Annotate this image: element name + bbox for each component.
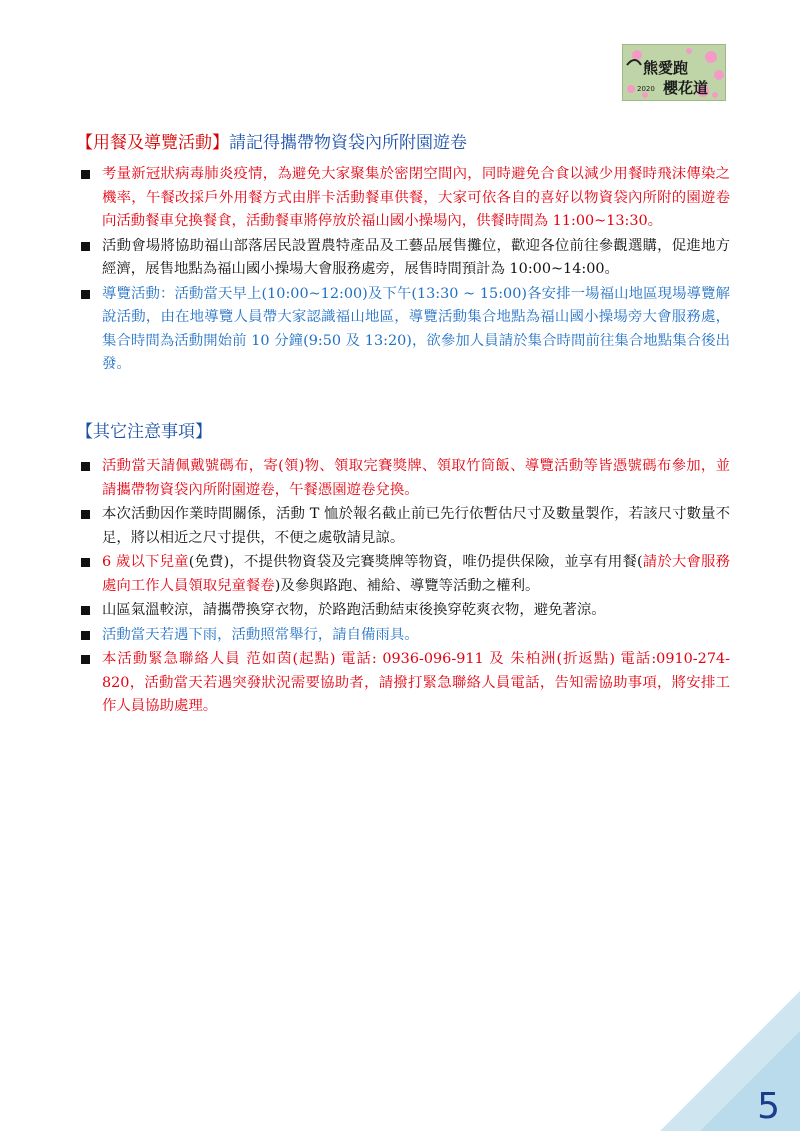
square-bullet-icon <box>81 606 90 615</box>
sakura-logo-graphic <box>623 45 726 101</box>
list-item <box>80 551 730 598</box>
list-item-text-part: 6 歲以下兒童 <box>102 554 189 570</box>
list-item <box>80 624 730 648</box>
meals-list <box>80 163 730 378</box>
list-item-text: 本活動緊急聯絡人員 范如茵(起點) 電話: 0936-096-911 及 朱柏洲(折返點) 電話:0910-274-820，活動當天若遇突發狀況需要協助者，請撥打緊急聯絡人員電話，告知需協助事項，將安排工作人員協助處理。 <box>102 651 730 714</box>
square-bullet-icon <box>81 290 90 299</box>
notices-list <box>80 455 730 720</box>
logo-title-line1: 熊愛跑 <box>643 59 689 77</box>
list-item-text: 考量新冠狀病毒肺炎疫情，為避免大家聚集於密閉空間內，同時避免合食以減少用餐時飛沫傳染之機率，午餐改採戶外用餐方式由胖卡活動餐車供餐，大家可依各自的喜好以物資袋內所附的園遊卷向活動餐車兌換餐食，活動餐車將停放於福山國小操場內，供餐時間為 11:00~13:30。 <box>102 166 730 229</box>
ribbon-mark <box>627 60 641 65</box>
square-bullet-icon <box>81 655 90 664</box>
list-item-text: 活動當天若遇下雨，活動照常舉行，請自備雨具。 <box>102 626 419 643</box>
list-item-text-part: (免費)，不提供物資袋及完賽獎牌等物資，唯仍提供保險，並享有用餐( <box>188 554 643 570</box>
logo-year: 2020 <box>637 85 655 93</box>
section-title-meals <box>76 131 467 155</box>
square-bullet-icon <box>81 170 90 179</box>
list-item <box>80 455 730 502</box>
list-item-text-part: 請於大會服務處向工作人員領取兒童餐卷 <box>102 554 730 594</box>
section-title-notices: 【其它注意事項】 <box>76 422 212 442</box>
list-item <box>80 648 730 719</box>
page-number: 5 <box>757 1086 780 1127</box>
list-item-text: 導覽活動：活動當天早上(10:00~12:00)及下午(13:30 ~ 15:00)各安排一場福山地區現場導覽解說活動，由在地導覽人員帶大家認識福山地區，導覽活動集合地點為福山國小操場旁大會服務處，集合時間為活動開始前 10 分鐘(9:50 及 13:20)，欲參加人員請於集合時間前往集合地點集合後出發。 <box>102 285 730 372</box>
list-item <box>80 163 730 234</box>
square-bullet-icon <box>81 510 90 519</box>
list-item <box>80 503 730 550</box>
square-bullet-icon <box>81 242 90 251</box>
list-item <box>80 235 730 282</box>
list-item <box>80 599 730 623</box>
list-item-text: 活動會場將協助福山部落居民設置農特產品及工藝品展售攤位，歡迎各位前往參觀選購，促進地方經濟，展售地點為福山國小操場大會服務處旁，展售時間預計為 10:00~14:00。 <box>102 237 730 277</box>
square-bullet-icon <box>81 631 90 640</box>
section-title-bracket: 【用餐及導覽活動】 <box>76 133 229 153</box>
list-item-text: 山區氣溫較涼，請攜帶換穿衣物，於路跑活動結束後換穿乾爽衣物，避免著涼。 <box>102 602 606 618</box>
section-title-rest: 請記得攜帶物資袋內所附園遊卷 <box>229 133 467 153</box>
list-item-text: 活動當天請佩戴號碼布，寄(領)物、領取完賽獎牌、領取竹筒飯、導覽活動等皆憑號碼布參加，並請攜帶物資袋內所附園遊卷，午餐憑園遊卷兌換。 <box>102 458 730 498</box>
list-item-text-part: )及參與路跑、補給、導覽等活動之權利。 <box>274 577 540 594</box>
logo-title-line2: 櫻花道 <box>663 79 709 97</box>
list-item <box>80 283 730 377</box>
event-logo <box>622 44 726 101</box>
list-item-text: 本次活動因作業時間關係，活動 T 恤於報名截止前已先行依暫估尺寸及數量製作，若該尺寸數量不足，將以相近之尺寸提供，不便之處敬請見諒。 <box>102 506 730 546</box>
square-bullet-icon <box>81 462 90 471</box>
square-bullet-icon <box>81 558 90 567</box>
